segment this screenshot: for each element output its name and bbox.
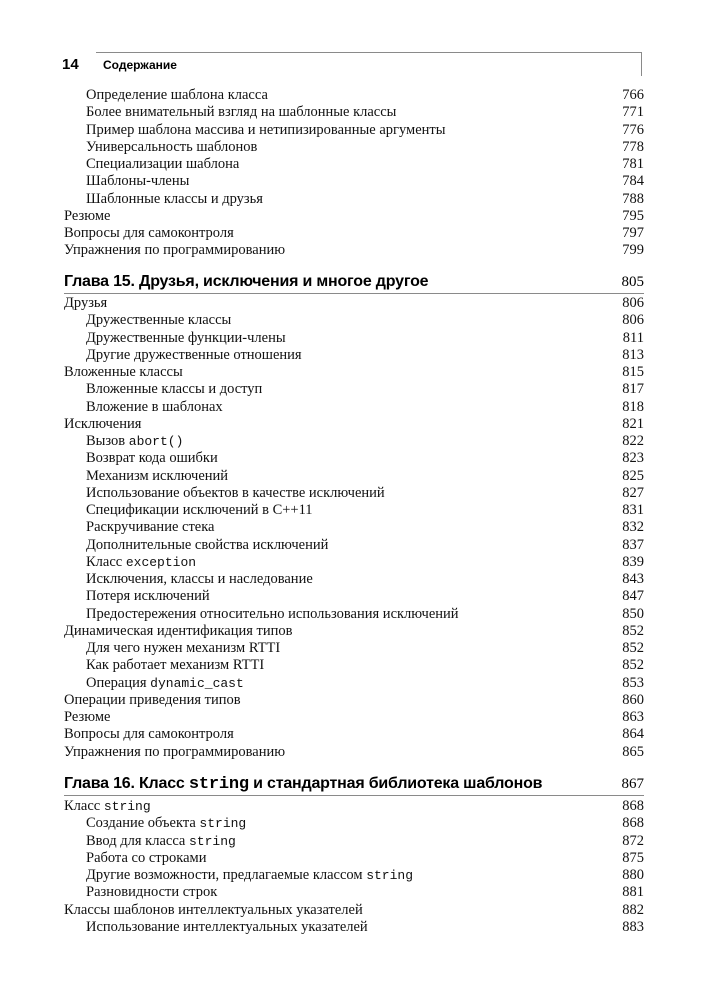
- chapter-title-text: Глава 16. Класс: [64, 775, 185, 792]
- toc-entry-label: Раскручивание стека: [86, 519, 215, 536]
- toc-entry[interactable]: [0, 380, 708, 398]
- toc-entry-page: 766: [622, 87, 644, 103]
- toc-entry-label: Потеря исключений: [86, 588, 210, 605]
- toc-entry[interactable]: [0, 849, 708, 867]
- toc-entry-label: Вопросы для самоконтроля: [64, 225, 234, 241]
- toc-entry-label: Шаблоны-члены: [86, 173, 190, 190]
- toc-entry-label: Для чего нужен механизм RTTI: [86, 640, 281, 656]
- toc-entry[interactable]: [0, 294, 708, 312]
- toc-entry-label: Использование объектов в качестве исключений: [86, 484, 385, 501]
- toc-entry-page: 872: [622, 832, 644, 849]
- toc-entry-title: [86, 518, 214, 536]
- toc-entry[interactable]: [0, 883, 708, 901]
- toc-entry-title: [86, 832, 236, 851]
- toc-entry-title: [86, 155, 239, 173]
- chapter-title-text: Глава 15. Друзья, исключения и многое другое: [64, 273, 429, 290]
- toc-entry-label: Класс: [64, 798, 101, 814]
- toc-entry-title: [86, 605, 459, 623]
- toc-entry[interactable]: [0, 639, 708, 657]
- toc-entry-label: Ввод для класса: [86, 832, 186, 849]
- toc-entry[interactable]: [0, 814, 708, 832]
- toc-entry-label: Резюме: [64, 709, 111, 725]
- toc-entry-label: Работа со строками: [86, 849, 207, 866]
- toc-entry-page: 837: [622, 536, 644, 553]
- toc-entry-label: Вопросы для самоконтроля: [64, 726, 234, 743]
- toc-entry-page: 850: [622, 605, 644, 622]
- toc-entry-label: Возврат кода ошибки: [86, 450, 218, 467]
- toc-entry-page: 827: [622, 484, 644, 501]
- toc-entry-page: 865: [622, 743, 644, 760]
- toc-entry-title: [86, 103, 396, 121]
- toc-entry-label: Вложенные классы и доступ: [86, 381, 263, 398]
- toc-entry-page: 806: [622, 312, 644, 329]
- toc-entry[interactable]: [0, 86, 708, 104]
- toc-entry-label: Более внимательный взгляд на шаблонные классы: [86, 104, 397, 121]
- toc-entry-title: [64, 725, 234, 743]
- toc-entry-page: 771: [622, 104, 644, 121]
- toc-entry-label: Класс: [86, 553, 123, 570]
- toc-entry-label: Предостережения относительно использования исключений: [86, 605, 459, 622]
- toc-entry[interactable]: [0, 121, 708, 139]
- toc-entry-title: [64, 224, 234, 242]
- toc-entry-label: Пример шаблона массива и нетипизированные аргументы: [86, 121, 446, 138]
- toc-entry[interactable]: [0, 346, 708, 364]
- toc-entry[interactable]: [0, 691, 708, 709]
- toc-entry[interactable]: [0, 832, 708, 850]
- toc-entry-title: [86, 639, 280, 657]
- toc-entry[interactable]: [0, 449, 708, 467]
- toc-entry-title: [86, 329, 286, 347]
- toc-entry-title: [86, 849, 206, 867]
- toc-entry-page: 776: [622, 121, 644, 138]
- chapter-title-code: string: [188, 775, 249, 794]
- toc-entry-code: string: [366, 868, 413, 883]
- toc-entry-page: 847: [622, 588, 644, 605]
- toc-entry-label: Разновидности строк: [86, 884, 218, 901]
- toc-entry[interactable]: [0, 311, 708, 329]
- toc-entry-label: Создание объекта: [86, 815, 196, 832]
- toc-entry[interactable]: [0, 398, 708, 416]
- toc-entry-title: [86, 587, 210, 605]
- toc-entry-title: [86, 536, 328, 554]
- toc-entry-title: [86, 398, 223, 416]
- toc-entry-title: [86, 553, 196, 572]
- toc-entry[interactable]: [0, 674, 708, 692]
- toc-entry[interactable]: [0, 605, 708, 623]
- toc-entry-title: [86, 380, 262, 398]
- toc-entry[interactable]: [0, 138, 708, 156]
- chapter-title: [64, 772, 542, 797]
- toc-entry-title: [64, 241, 285, 259]
- toc-entry[interactable]: [0, 743, 708, 761]
- toc-entry-page: 868: [622, 815, 644, 832]
- toc-entry-title: [64, 901, 363, 919]
- toc-entry-page: 880: [622, 867, 644, 883]
- toc-entry-code: string: [189, 833, 236, 849]
- toc-entry[interactable]: [0, 363, 708, 381]
- toc-entry-page: 781: [622, 156, 644, 172]
- toc-entry-title: [86, 501, 313, 519]
- toc-entry-label: Операции приведения типов: [64, 691, 241, 708]
- toc-entry-label: Исключения, классы и наследование: [86, 571, 313, 587]
- toc-entry-label: Вызов: [86, 433, 126, 449]
- toc-entry-page: 883: [622, 918, 644, 935]
- toc-entry-page: 818: [622, 398, 644, 415]
- toc-entry[interactable]: [0, 432, 708, 450]
- toc-entry[interactable]: [0, 518, 708, 536]
- toc-entry[interactable]: [0, 708, 708, 726]
- toc-entry-title: [86, 656, 264, 674]
- toc-entry-title: [86, 674, 244, 693]
- toc-entry-title: [64, 691, 241, 709]
- toc-entry-title: [86, 484, 385, 502]
- toc-entry-page: 823: [622, 450, 644, 467]
- toc-entry-page: 852: [622, 657, 644, 674]
- toc-entry-label: Использование интеллектуальных указателей: [86, 918, 368, 935]
- toc-entry-label: Дружественные классы: [86, 312, 232, 329]
- toc-entry-label: Шаблонные классы и друзья: [86, 190, 263, 207]
- chapter-page: 867: [621, 776, 644, 792]
- toc-entry-label: Спецификации исключений в С++11: [86, 502, 313, 518]
- header-rule: [96, 52, 642, 76]
- toc-entry[interactable]: [0, 918, 708, 936]
- toc-entry-page: 831: [622, 502, 644, 518]
- toc-entry-page: 788: [622, 190, 644, 207]
- toc-entry-title: [86, 121, 446, 139]
- toc-entry-page: 797: [622, 225, 644, 241]
- toc-entry-label: Операция: [86, 674, 147, 691]
- toc-entry-label: Другие возможности, предлагаемые классом: [86, 867, 363, 883]
- toc-entry-title: [86, 467, 228, 485]
- toc-entry-page: 825: [622, 467, 644, 484]
- toc-entry-title: [64, 207, 110, 225]
- toc-entry-page: 860: [622, 691, 644, 708]
- toc-entry-title: [86, 432, 183, 451]
- toc-entry-page: 815: [622, 364, 644, 380]
- toc-entry[interactable]: [0, 172, 708, 190]
- toc-entry[interactable]: [0, 484, 708, 502]
- toc-entry-page: 817: [622, 381, 644, 398]
- toc-entry-label: Классы шаблонов интеллектуальных указателей: [64, 901, 363, 918]
- toc-entry-title: [64, 415, 141, 433]
- toc-entry-page: 843: [622, 571, 644, 587]
- toc-entry-label: Специализации шаблона: [86, 156, 240, 172]
- toc-entry-page: 882: [622, 901, 644, 918]
- toc-entry[interactable]: [0, 725, 708, 743]
- toc-entry-page: 813: [622, 346, 644, 363]
- toc-entry-page: 852: [622, 622, 644, 639]
- toc-entry[interactable]: [0, 901, 708, 919]
- toc-entry-title: [86, 449, 218, 467]
- toc-entry-title: [86, 814, 246, 833]
- toc-entry-page: 806: [622, 295, 644, 311]
- toc-entry-page: 799: [622, 242, 644, 259]
- toc-entry-label: Определение шаблона класса: [86, 87, 268, 103]
- toc-entry-code: string: [103, 799, 151, 814]
- toc-entry[interactable]: [0, 415, 708, 433]
- toc-entry-title: [64, 797, 151, 816]
- toc-entry[interactable]: [0, 241, 708, 259]
- toc-entry-label: Как работает механизм RTTI: [86, 657, 265, 674]
- toc-entry-page: 795: [622, 207, 644, 224]
- running-header: [0, 52, 708, 80]
- toc-entry-page: 868: [622, 798, 644, 814]
- toc-entry-page: 852: [622, 640, 644, 656]
- toc-entry[interactable]: [0, 190, 708, 208]
- chapter-page: 805: [621, 274, 644, 290]
- toc-entry[interactable]: [0, 797, 708, 815]
- toc-entry-label: Резюме: [64, 207, 111, 224]
- toc-entry-label: Универсальность шаблонов: [86, 138, 258, 155]
- toc-entry-title: [86, 866, 413, 885]
- toc-entry[interactable]: [0, 329, 708, 347]
- toc-entry-label: Механизм исключений: [86, 467, 229, 484]
- chapter-rule: [64, 795, 644, 796]
- chapter-heading[interactable]: [0, 270, 708, 294]
- toc-entry-page: 875: [622, 849, 644, 866]
- toc-entry-title: [86, 311, 231, 329]
- page-number: 14: [62, 56, 79, 73]
- toc-entry-title: [64, 363, 183, 381]
- toc-entry-code: exception: [125, 554, 197, 570]
- toc-entry-label: Исключения: [64, 415, 142, 432]
- toc-entry-page: 784: [622, 173, 644, 190]
- toc-entry-label: Упражнения по программированию: [64, 743, 286, 760]
- toc-entry-title: [86, 883, 217, 901]
- toc-entry-title: [86, 138, 257, 156]
- toc-entry-title: [64, 708, 110, 726]
- toc-entry-label: Вложение в шаблонах: [86, 398, 223, 415]
- toc-entry-label: Динамическая идентификация типов: [64, 622, 293, 639]
- chapter-heading[interactable]: [0, 772, 708, 796]
- toc-entry-label: Другие дружественные отношения: [86, 346, 302, 363]
- toc-entry[interactable]: [0, 553, 708, 571]
- toc-entry[interactable]: [0, 656, 708, 674]
- toc-entry-label: Друзья: [64, 295, 108, 311]
- toc-entry-page: 864: [622, 726, 644, 743]
- toc-entry[interactable]: [0, 570, 708, 588]
- toc-entry-code: abort(): [128, 434, 184, 449]
- toc-entry-page: 853: [622, 674, 644, 691]
- toc-entry[interactable]: [0, 103, 708, 121]
- toc-entry-label: Дружественные функции-члены: [86, 329, 286, 346]
- toc-entry-page: 839: [622, 553, 644, 570]
- toc-entry-label: Упражнения по программированию: [64, 242, 286, 259]
- toc-entry-code: dynamic_cast: [150, 675, 244, 691]
- toc-entry-label: Дополнительные свойства исключений: [86, 536, 329, 553]
- toc-entry-label: Вложенные классы: [64, 364, 183, 380]
- toc-entry[interactable]: [0, 467, 708, 485]
- toc-entry[interactable]: [0, 587, 708, 605]
- toc-entry-page: 822: [622, 433, 644, 449]
- toc-entry[interactable]: [0, 155, 708, 173]
- toc-entry[interactable]: [0, 536, 708, 554]
- toc-entry-title: [86, 86, 268, 104]
- toc-entry[interactable]: [0, 622, 708, 640]
- chapter-title: [64, 270, 428, 294]
- toc-entry-title: [86, 570, 313, 588]
- toc-entry-code: string: [199, 816, 247, 832]
- toc-entry-title: [64, 294, 107, 312]
- toc-entry-page: 821: [622, 415, 644, 432]
- chapter-title-text: и стандартная библиотека шаблонов: [253, 775, 543, 792]
- toc-entry-page: 881: [622, 884, 644, 901]
- toc-entry[interactable]: [0, 207, 708, 225]
- toc-entry-page: 811: [622, 329, 644, 346]
- toc-entry-title: [86, 918, 368, 936]
- toc-entry[interactable]: [0, 224, 708, 242]
- toc-entry-title: [64, 622, 292, 640]
- toc-entry[interactable]: [0, 866, 708, 884]
- toc-entry-page: 832: [622, 519, 644, 536]
- toc-entry-page: 778: [622, 138, 644, 155]
- toc-entry-title: [64, 743, 285, 761]
- toc-entry[interactable]: [0, 501, 708, 519]
- toc-entry-page: 863: [622, 709, 644, 725]
- toc-entry-title: [86, 172, 189, 190]
- toc-entry-title: [86, 346, 302, 364]
- toc-entry-title: [86, 190, 263, 208]
- header-title: Содержание: [103, 58, 177, 72]
